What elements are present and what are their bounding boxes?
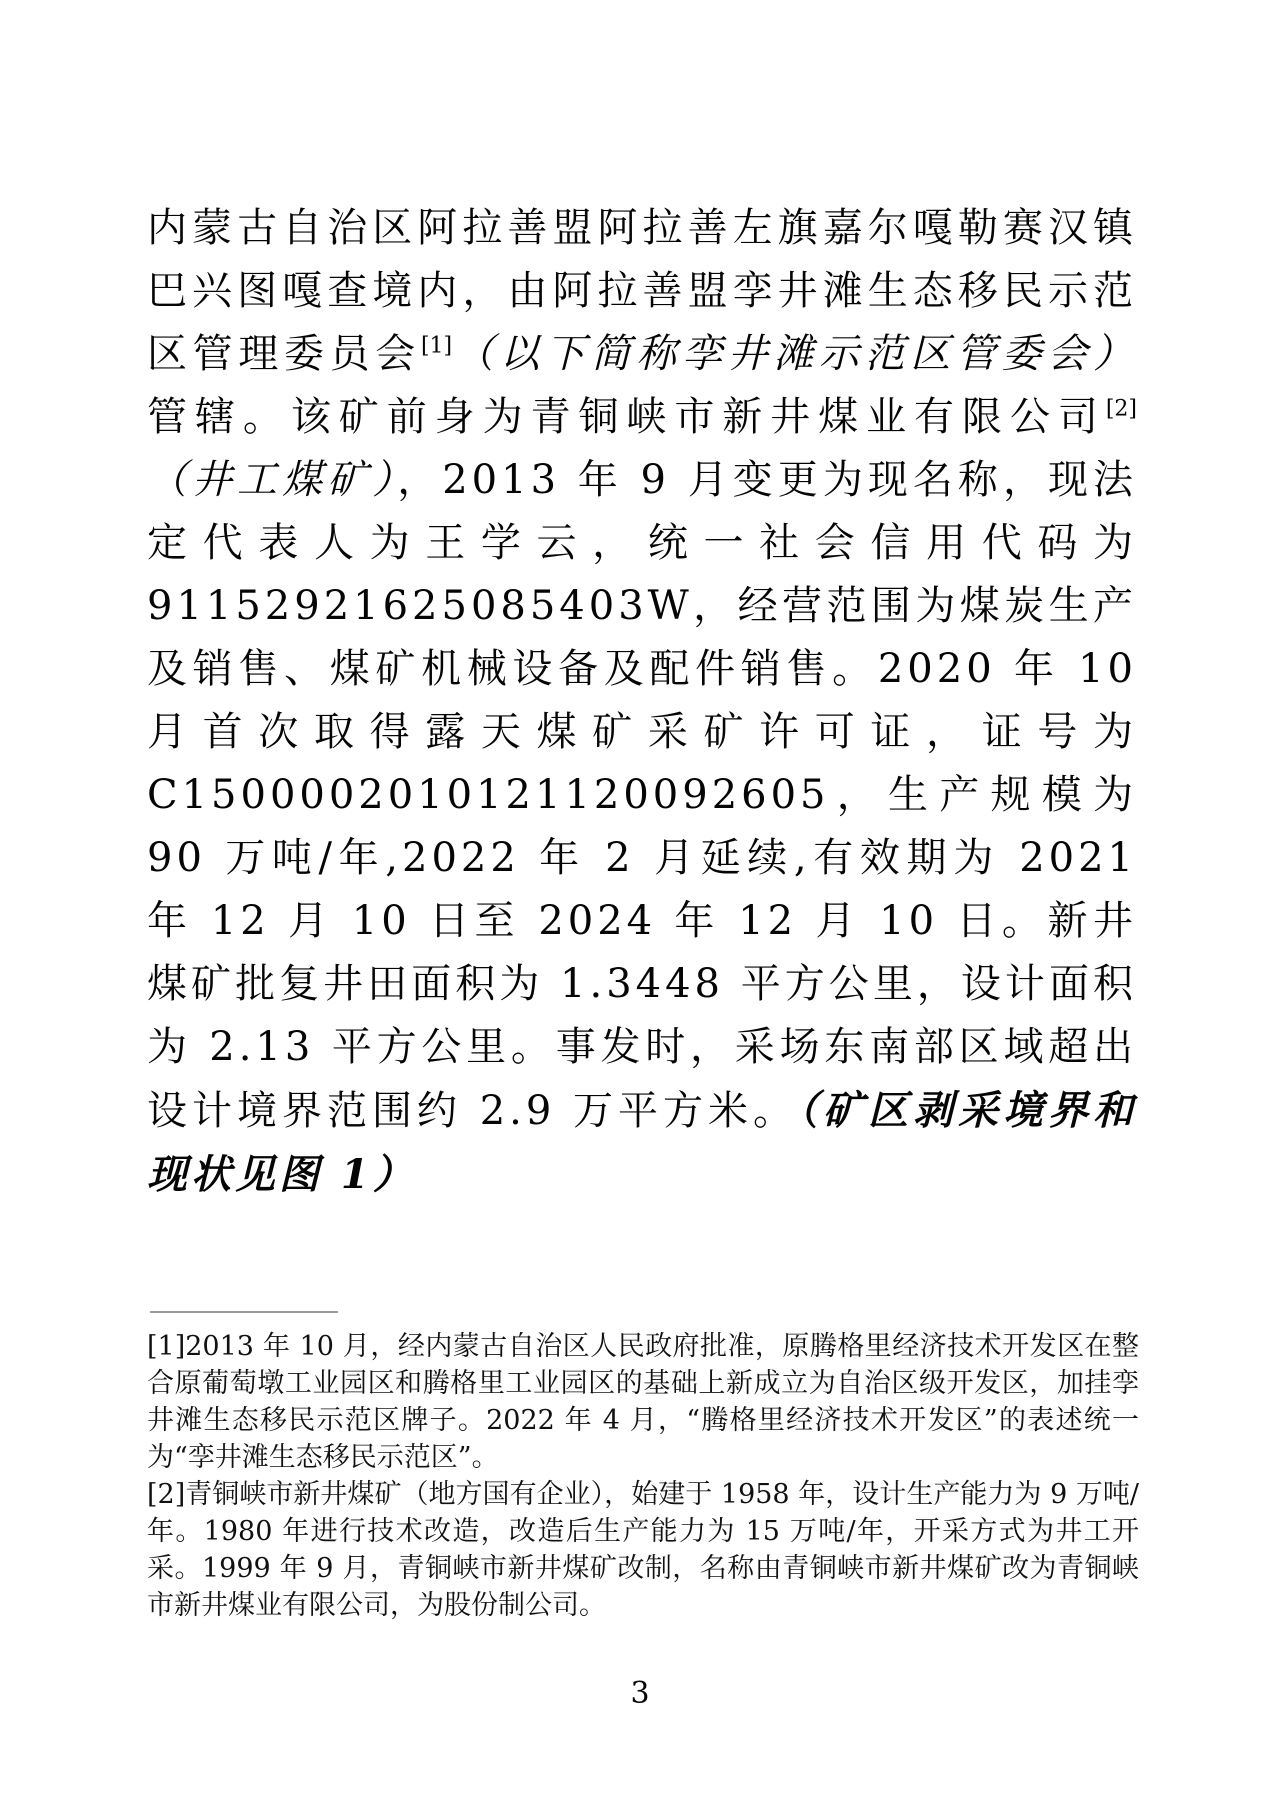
text-run: 内蒙古自治区阿拉善盟阿拉善左旗嘉尔嘎勒赛汉镇巴兴图嘎查境内，由阿拉善盟孪井滩生态移民示范区管理委员会 — [147, 205, 1137, 377]
footnote-reference: [1] — [420, 333, 453, 359]
footnote-separator — [150, 1311, 338, 1313]
text-run: （以下简称孪井滩示范区管委会） — [452, 331, 1138, 377]
text-run: （矿区剥采境界和现状见图 1） — [147, 1087, 1137, 1198]
text-run: ，2013 年 9 月变更为现名称，现法定代表人为王学云，统一社会信用代码为 91152921625085403W，经营范围为煤炭生产及销售、煤矿机械设备及配件销售。2020 年 10 月首次取得露天煤矿采矿许可证，证号为 C1500002010121120092605，生产规模为 90 万吨/年,2022 年 2 月延续,有效期为 2021 年 12 月 10 日至 2024 年 12 月 10 日。新井煤矿批复井田面积为 1.3448 平方公里，设计面积为 2.13 平方公里。事发时，采场东南部区域超出设计境界范围约 2.9 万平方米。 — [147, 457, 1138, 1134]
footnote-area — [147, 1328, 1139, 1624]
footnote-2: [2]青铜峡市新井煤矿（地方国有企业），始建于 1958 年，设计生产能力为 9 万吨/年。1980 年进行技术改造，改造后生产能力为 15 万吨/年，开采方式为井工开采。1999 年 9 月，青铜峡市新井煤矿改制，名称由青铜峡市新井煤矿改为青铜峡市新井煤业有限公司，为股份制公司。 — [147, 1479, 1139, 1621]
footnote-1: [1]2013 年 10 月，经内蒙古自治区人民政府批准，原腾格里经济技术开发区在整合原葡萄墩工业园区和腾格里工业园区的基础上新成立为自治区级开发区，加挂孪井滩生态移民示范区牌子。2022 年 4 月，“腾格里经济技术开发区”的表述统一为“孪井滩生态移民示范区”。 — [147, 1331, 1139, 1473]
body-paragraph — [147, 197, 1137, 1207]
footnote-reference: [2] — [1105, 396, 1137, 422]
page-number: 3 — [630, 1676, 650, 1711]
text-run: 管辖。该矿前身为青铜峡市新井煤业有限公司 — [147, 394, 1106, 440]
text-run: （井工煤矿） — [147, 457, 398, 503]
